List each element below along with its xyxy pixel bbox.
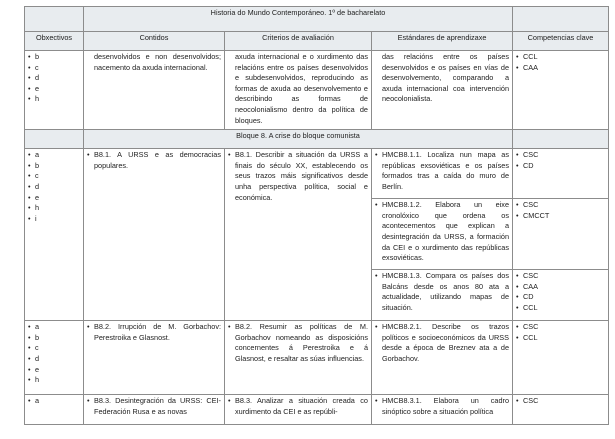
competence-item: • CSC <box>516 322 605 333</box>
competence-item: • CSC <box>516 150 605 161</box>
standard-text: das relacións entre os países desenvolvidos e os países en vías de desenvolvemento, comparando a axuda internacional coa intervención neocolonialista. <box>382 52 510 104</box>
criteria-text: axuda internacional e o xurdimento das relacións entre os países desenvolvidos e subdesenvolvidos, reproducindo as formas de axuda ao desenvolvemento e describindo as formas de neocolonialismo dentro da política de bloques. <box>235 52 368 125</box>
objective-item: • i <box>28 214 80 225</box>
table-row <box>25 395 609 425</box>
competence-item: • CCL <box>516 303 605 314</box>
criteria-text: • B8.3. Analizar a situación creada co xurdimento da CEI e as repúbli- <box>228 396 368 417</box>
objective-item: • h <box>28 375 80 386</box>
criteria-cell <box>225 149 372 321</box>
objective-item: • a <box>28 322 80 333</box>
block-title-row <box>25 130 609 149</box>
table-row <box>25 321 609 395</box>
competence-item: • CSC <box>516 271 605 282</box>
content-cell <box>84 51 225 130</box>
competences-cell <box>513 51 609 130</box>
block-title: Bloque 8. A crise do bloque comunista <box>84 130 513 149</box>
column-header-objectives: Obxectivos <box>25 32 84 51</box>
standards-cell <box>372 395 513 425</box>
criteria-cell <box>225 395 372 425</box>
competence-item: • CCL <box>516 52 605 63</box>
objective-item: • e <box>28 365 80 376</box>
column-header-standards: Estándares de aprendizaxe <box>372 32 513 51</box>
title-blank-cell <box>25 7 84 32</box>
continuation-row <box>25 51 609 130</box>
block-blank-cell-right <box>513 130 609 149</box>
table-title: Historia do Mundo Contemporáneo. 1º de bacharelato <box>84 7 513 32</box>
competences-cell <box>513 149 609 199</box>
competence-item: • CD <box>516 161 605 172</box>
standards-cell <box>372 199 513 270</box>
competence-item: • CSC <box>516 200 605 211</box>
objective-item: • b <box>28 161 80 172</box>
competences-cell <box>513 199 609 270</box>
table-row <box>25 149 609 199</box>
column-header-row <box>25 32 609 51</box>
objectives-cell <box>25 149 84 321</box>
objective-item: • c <box>28 343 80 354</box>
table-title-row <box>25 7 609 32</box>
competences-cell <box>513 270 609 321</box>
competences-cell <box>513 395 609 425</box>
competence-item: • CAA <box>516 63 605 74</box>
objectives-cell <box>25 321 84 395</box>
criteria-cell <box>225 321 372 395</box>
competence-item: • CAA <box>516 282 605 293</box>
objective-item: • b <box>28 333 80 344</box>
content-cell <box>84 395 225 425</box>
standard-text: • HMCB8.2.1. Describe os trazos políticos e socioeconómicos da URSS desde a época de Breznev ata a de Gorbachov. <box>375 322 509 364</box>
objectives-cell <box>25 395 84 425</box>
competence-item: • CSC <box>516 396 605 407</box>
standard-text: • HMCB8.3.1. Elabora un cadro sinóptico sobre a situación política <box>375 396 509 417</box>
content-cell <box>84 321 225 395</box>
objective-item: • c <box>28 63 80 74</box>
content-text: • B8.2. Irrupción de M. Gorbachov: Perestroika e Glasnost. <box>87 322 221 343</box>
standard-text: • HMCB8.1.3. Compara os países dos Balcáns desde os anos 80 ata a actualidade, utilizando mapas de situación. <box>375 271 509 313</box>
curriculum-table <box>24 6 609 425</box>
objective-item: • a <box>28 396 80 407</box>
standard-text: • HMCB8.1.2. Elabora un eixe cronolóxico que ordena os acontecementos que explican a desintegración da URSS, a formación da CEI e o xurdimento das repúblicas exsoviéticas. <box>375 200 509 264</box>
objective-item: • c <box>28 171 80 182</box>
competence-item: • CD <box>516 292 605 303</box>
objective-item: • d <box>28 73 80 84</box>
competence-item: • CMCCT <box>516 211 605 222</box>
content-text: • B8.3. Desintegración da URSS: CEI-Federación Rusa e as novas <box>87 396 221 417</box>
objective-item: • b <box>28 52 80 63</box>
content-cell <box>84 149 225 321</box>
standards-cell <box>372 51 513 130</box>
content-text: desenvolvidos e non desenvolvidos; nacemento da axuda internacional. <box>94 52 221 72</box>
content-text: • B8.1. A URSS e as democracias populares. <box>87 150 221 171</box>
competences-cell <box>513 321 609 395</box>
objective-item: • d <box>28 354 80 365</box>
objective-item: • e <box>28 84 80 95</box>
standards-cell <box>372 321 513 395</box>
criteria-text: • B8.2. Resumir as políticas de M. Gorbachov nomeando as disposicións concernentes á Perestroika e á Glasnost, e resaltar as súas influencias. <box>228 322 368 364</box>
column-header-competences: Competencias clave <box>513 32 609 51</box>
standard-text: • HMCB8.1.1. Localiza nun mapa as repúblicas exsoviéticas e os países formados tras a caída do muro de Berlín. <box>375 150 509 192</box>
column-header-content: Contidos <box>84 32 225 51</box>
standards-cell <box>372 149 513 199</box>
objective-item: • e <box>28 193 80 204</box>
objective-item: • h <box>28 203 80 214</box>
criteria-cell <box>225 51 372 130</box>
block-blank-cell <box>25 130 84 149</box>
competence-item: • CCL <box>516 333 605 344</box>
title-blank-cell-right <box>513 7 609 32</box>
objectives-cell <box>25 51 84 130</box>
column-header-criteria: Criterios de avaliación <box>225 32 372 51</box>
objective-item: • a <box>28 150 80 161</box>
criteria-text: • B8.1. Describir a situación da URSS a finais do século XX, establecendo os seus trazos máis significativos desde unha perspectiva política, social e económica. <box>228 150 368 203</box>
objective-item: • h <box>28 94 80 105</box>
standards-cell <box>372 270 513 321</box>
objective-item: • d <box>28 182 80 193</box>
